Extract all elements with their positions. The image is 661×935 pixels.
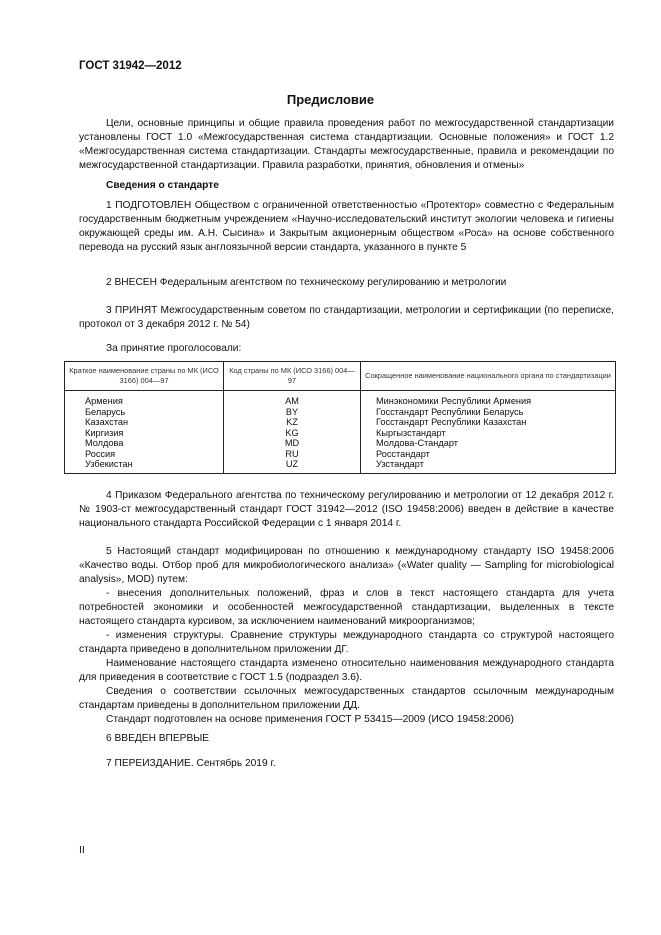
- table-row: [65, 449, 616, 460]
- code-cell: KZ: [224, 417, 361, 428]
- org-cell: Госстандарт Республики Беларусь: [361, 407, 616, 418]
- vote-label: За принятие проголосовали:: [106, 343, 242, 354]
- item-5-modification-a: - внесения дополнительных положений, фраз и слов в текст настоящего стандарта для учета потребностей экономики и особенностей межгосударственной стандартизации, выделенных в тексте настоящего стандарта курсивом, за исключением наименований микроорганизмов;: [79, 588, 614, 627]
- item-6: 6 ВВЕДЕН ВПЕРВЫЕ: [106, 733, 210, 744]
- item-5-modification-b: - изменения структуры. Сравнение структуры международного стандарта со структурой настоящего стандарта приведено в дополнительном приложении ДГ.: [79, 630, 614, 655]
- document-header: ГОСТ 31942—2012: [79, 60, 182, 72]
- org-cell: Росстандарт: [361, 449, 616, 460]
- table-row: [65, 428, 616, 439]
- country-cell: Киргизия: [65, 428, 224, 439]
- code-cell: AM: [224, 391, 361, 407]
- column-header-org: Сокращенное наименование национального органа по стандартизации: [361, 362, 616, 391]
- code-cell: BY: [224, 407, 361, 418]
- item-3: 3 ПРИНЯТ Межгосударственным советом по стандартизации, метрологии и сертификации (по переписке, протокол от 3 декабря 2012 г. № 54): [79, 305, 614, 330]
- table-header-row: [65, 362, 616, 391]
- code-cell: MD: [224, 438, 361, 449]
- country-cell: Россия: [65, 449, 224, 460]
- item-5-basis-note: Стандарт подготовлен на основе применения ГОСТ Р 53415—2009 (ИСО 19458:2006): [106, 714, 514, 725]
- item-4: 4 Приказом Федерального агентства по техническому регулированию и метрологии от 12 декабря 2012 г. № 1903-ст межгосударственный стандарт ГОСТ 31942—2012 (ISO 19458:2006) введен в действие в качестве национального стандарта Российской Федерации с 1 января 2014 г.: [79, 490, 614, 529]
- country-cell: Беларусь: [65, 407, 224, 418]
- table-row: [65, 417, 616, 428]
- country-cell: Казахстан: [65, 417, 224, 428]
- column-header-code: Код страны по МК (ИСО 3166) 004—97: [224, 362, 361, 391]
- table-row: [65, 459, 616, 473]
- country-cell: Молдова: [65, 438, 224, 449]
- org-cell: Госстандарт Республики Казахстан: [361, 417, 616, 428]
- page-title: Предисловие: [286, 92, 375, 107]
- item-1: 1 ПОДГОТОВЛЕН Обществом с ограниченной ответственностью «Протектор» совместно с Федеральным государственным бюджетным учреждением «Научно-исследовательский институт экологии человека и гигиены окружающей среды им. А.Н. Сысина» и Закрытым акционерным обществом «Роса» на основе собственного перевода на русский язык англоязычной версии стандарта, указанного в пункте 5: [79, 200, 614, 253]
- item-5-reference-note: Сведения о соответствии ссылочных межгосударственных стандартов ссылочным международным стандартам приведены в дополнительном приложении ДД.: [79, 686, 614, 711]
- table-row: [65, 407, 616, 418]
- intro-paragraph: Цели, основные принципы и общие правила проведения работ по межгосударственной стандартизации установлены ГОСТ 1.0 «Межгосударственная система стандартизации. Основные положения» и ГОСТ 1.2 «Межгосударственная система стандартизации. Стандарты межгосударственные, правила и рекомендации по межгосударственной стандартизации. Правила разработки, принятия, обновления и отмены»: [79, 118, 614, 171]
- org-cell: Узстандарт: [361, 459, 616, 473]
- item-5: 5 Настоящий стандарт модифицирован по отношению к международному стандарту ISO 19458:2006 «Качество воды. Отбор проб для микробиологического анализа» («Water quality — Sampling for microbiological analysis», MOD) путем:: [79, 546, 614, 585]
- item-5-title-note: Наименование настоящего стандарта изменено относительно наименования международного стандарта для приведения в соответствие с ГОСТ 1.5 (подраздел 3.6).: [79, 658, 614, 683]
- members-table: [64, 361, 616, 474]
- code-cell: RU: [224, 449, 361, 460]
- table-row: [65, 438, 616, 449]
- code-cell: KG: [224, 428, 361, 439]
- org-cell: Кыргызстандарт: [361, 428, 616, 439]
- country-cell: Узбекистан: [65, 459, 224, 473]
- org-cell: Минэкономики Республики Армения: [361, 391, 616, 407]
- code-cell: UZ: [224, 459, 361, 473]
- info-heading: Сведения о стандарте: [106, 180, 219, 191]
- column-header-country: Краткое наименование страны по МК (ИСО 3166) 004—97: [65, 362, 224, 391]
- org-cell: Молдова-Стандарт: [361, 438, 616, 449]
- country-cell: Армения: [65, 391, 224, 407]
- item-7: 7 ПЕРЕИЗДАНИЕ. Сентябрь 2019 г.: [106, 758, 276, 769]
- page-number: II: [79, 844, 85, 856]
- item-2: 2 ВНЕСЕН Федеральным агентством по техническому регулированию и метрологии: [106, 277, 507, 288]
- table-row: [65, 391, 616, 407]
